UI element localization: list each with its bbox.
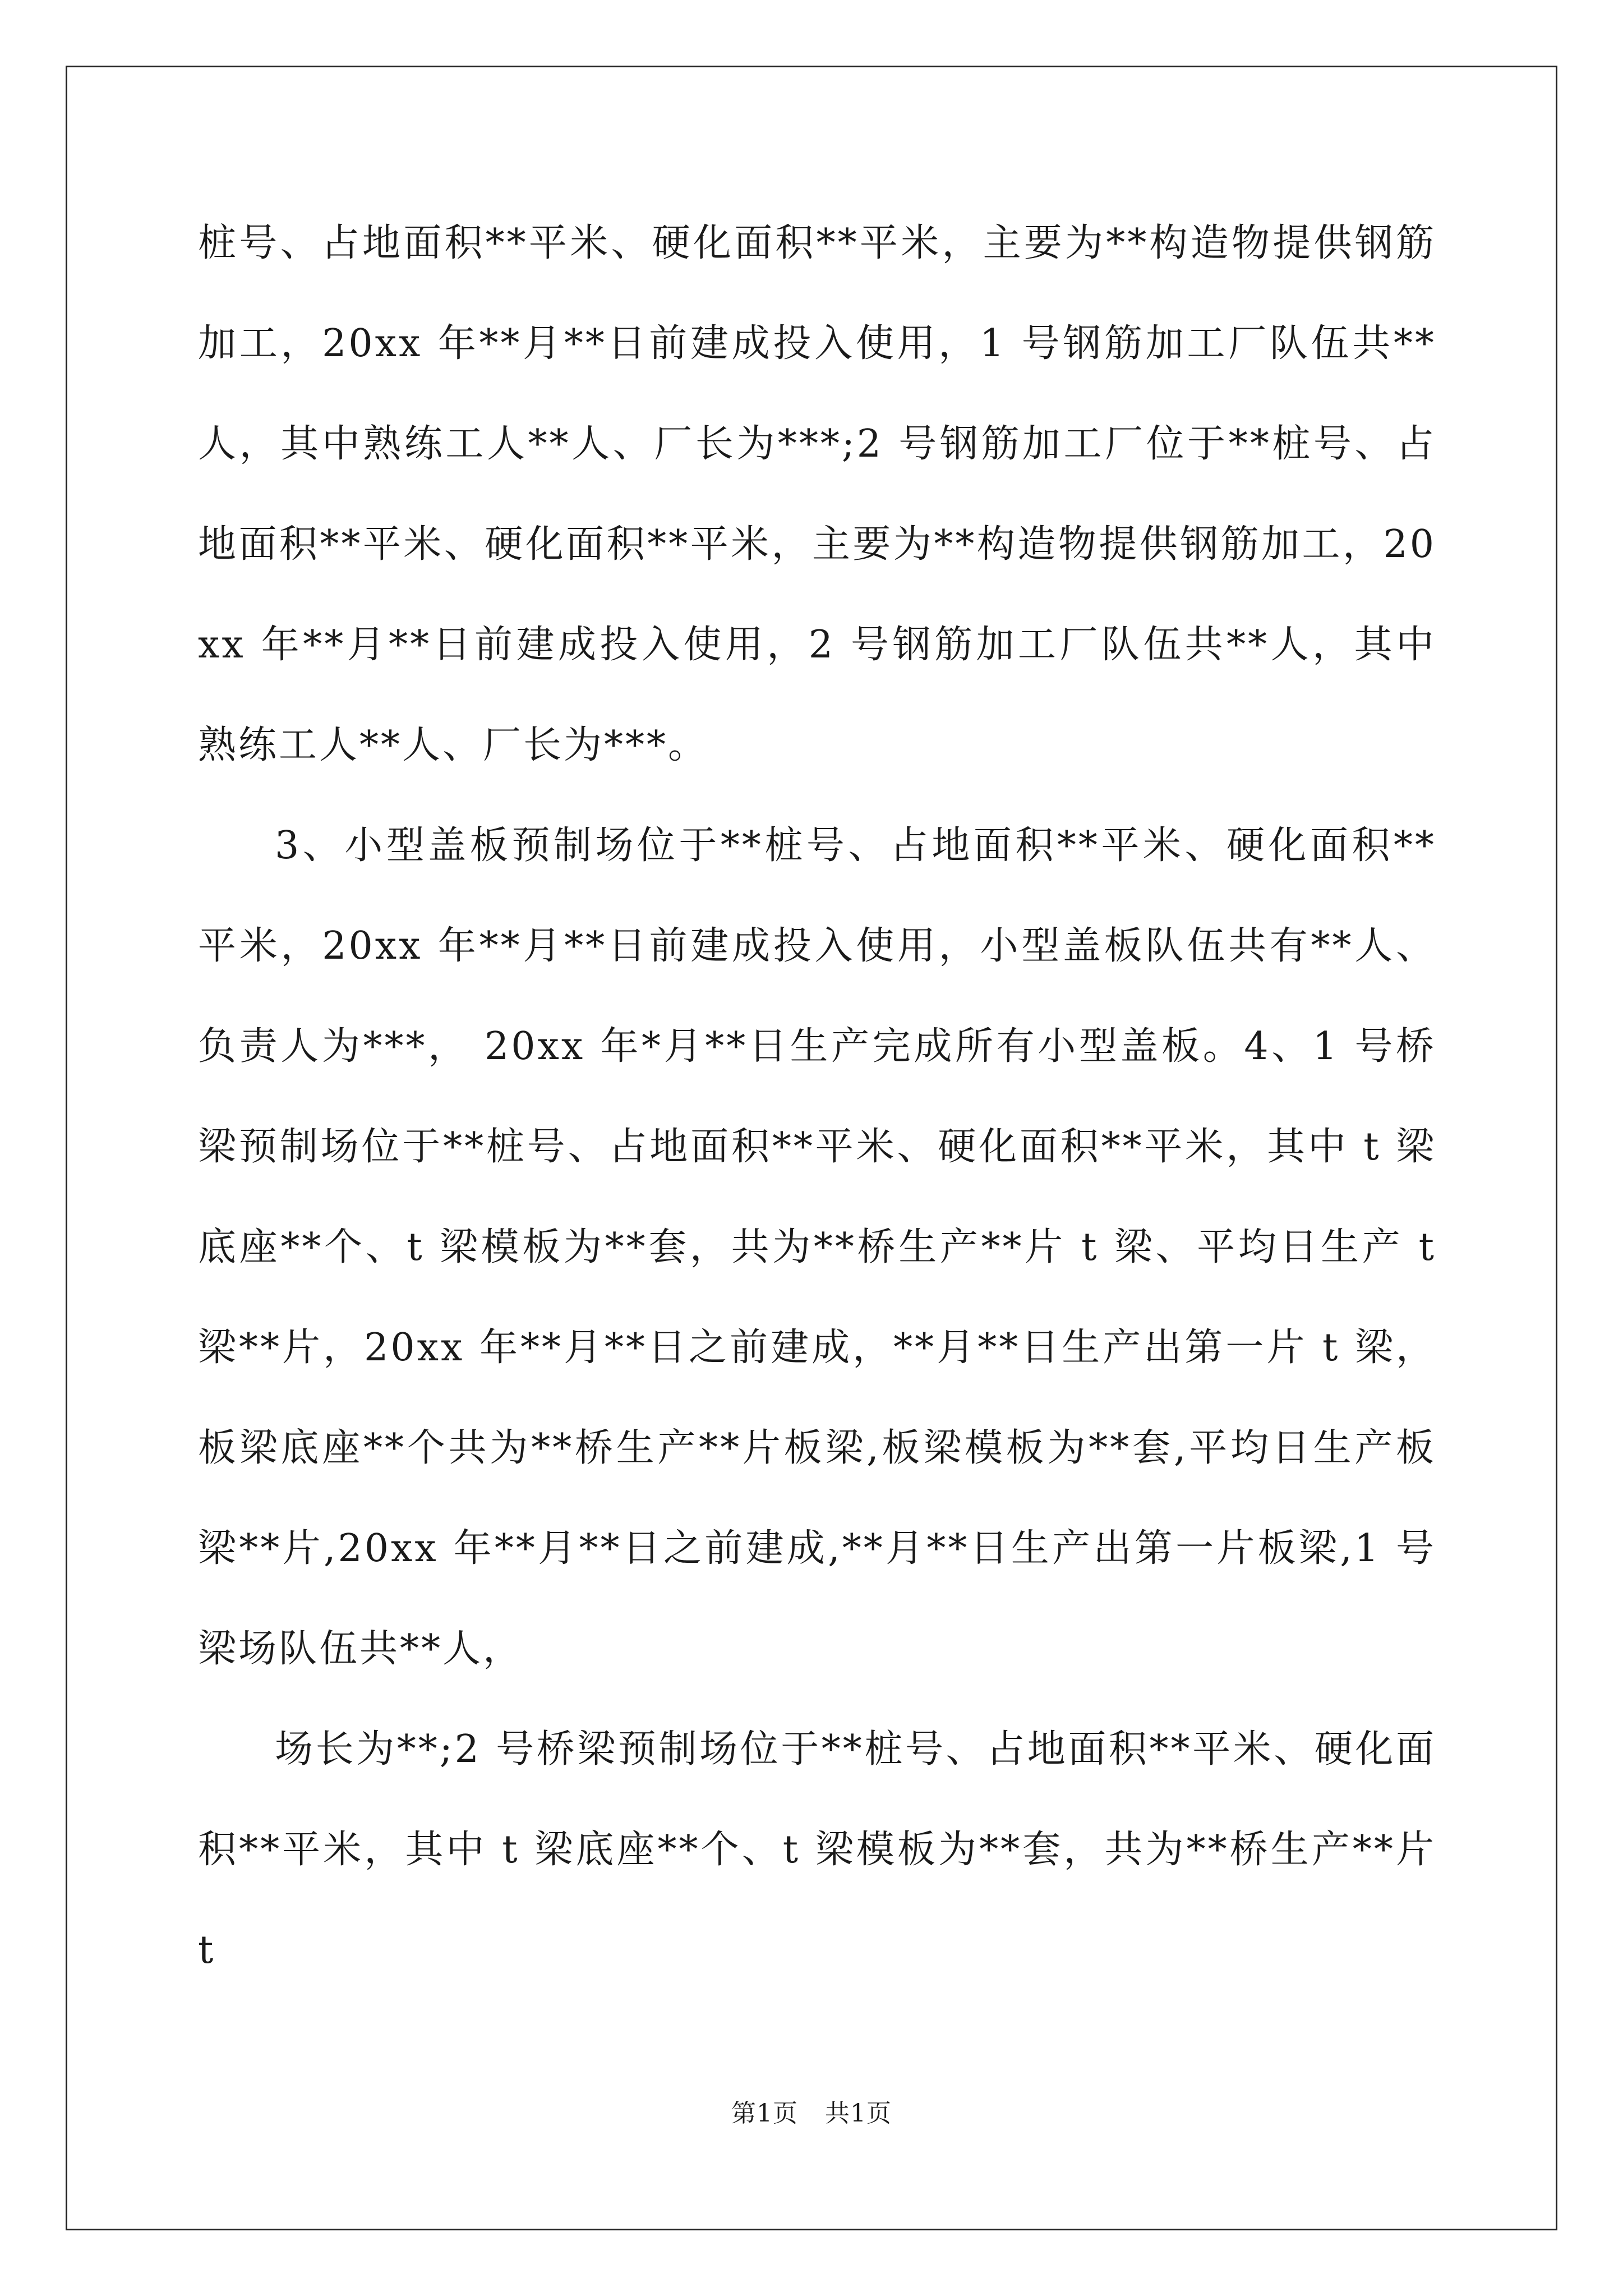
page-number-total: 共1页: [825, 2099, 892, 2128]
paragraph-2: 3、小型盖板预制场位于**桩号、占地面积**平米、硬化面积**平米，20xx 年**月**日前建成投入使用，小型盖板队伍共有**人、负责人为***， 20xx 年*月**日生产完成所有小型盖板。4、1 号桥梁预制场位于**桩号、占地面积**平米、硬化面积**平米，其中 t 梁底座**个、t 梁模板为**套，共为**桥生产**片 t 梁、平均日生产 t 梁**片，20xx 年**月**日之前建成，**月**日生产出第一片 t 梁，板梁底座**个共为**桥生产**片板梁,板梁模板为**套,平均日生产板梁**片,20xx 年**月**日之前建成,**月**日生产出第一片板梁,1 号梁场队伍共**人，: [198, 823, 1436, 1671]
page-footer: [0, 2097, 1623, 2131]
paragraph-3: 场长为**;2 号桥梁预制场位于**桩号、占地面积**平米、硬化面积**平米，其中 t 梁底座**个、t 梁模板为**套，共为**桥生产**片 t: [198, 1727, 1436, 1972]
document-body: [198, 193, 1436, 2000]
page-number-current: 第1页: [731, 2099, 798, 2128]
paragraph-1: 桩号、占地面积**平米、硬化面积**平米，主要为**构造物提供钢筋加工，20xx 年**月**日前建成投入使用，1 号钢筋加工厂队伍共**人，其中熟练工人**人、厂长为***;2 号钢筋加工厂位于**桩号、占地面积**平米、硬化面积**平米，主要为**构造物提供钢筋加工，20xx 年**月**日前建成投入使用，2 号钢筋加工厂队伍共**人，其中熟练工人**人、厂长为***。: [198, 221, 1436, 767]
